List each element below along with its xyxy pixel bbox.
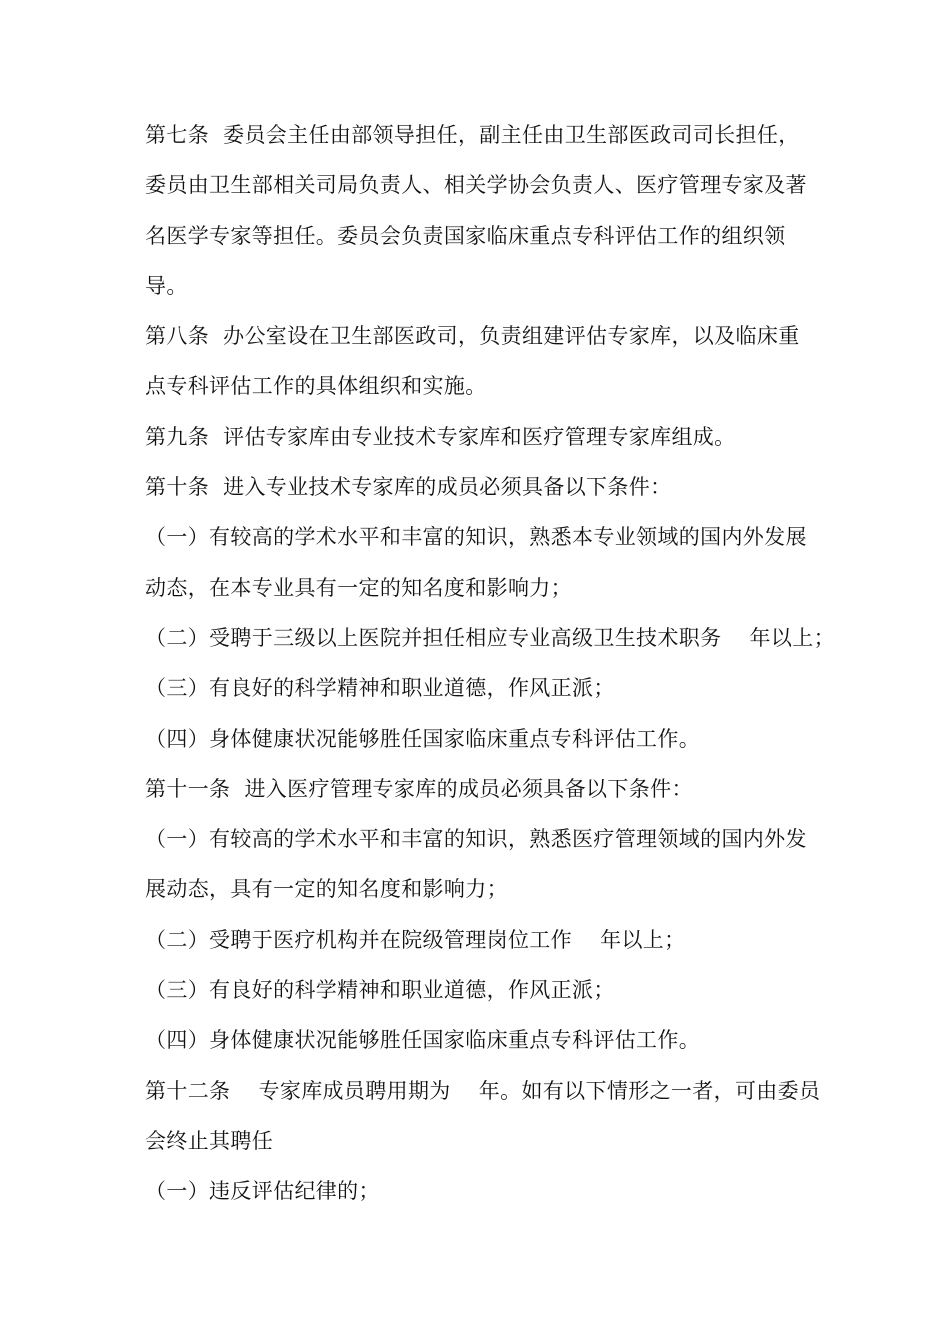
document-body [145, 118, 835, 1225]
text-line: 会终止其聘任 [145, 1128, 274, 1153]
text-line: （二）受聘于三级以上医院并担任相应专业高级卫生技术职务 年以上； [145, 625, 835, 650]
text-line: 委员由卫生部相关司局负责人、相关学协会负责人、医疗管理专家及著 [145, 173, 807, 198]
text-line: （一）有较高的学术水平和丰富的知识，熟悉本专业领域的国内外发展 [145, 525, 807, 550]
text-line: （三）有良好的科学精神和职业道德，作风正派； [145, 676, 615, 701]
text-line: 第九条 评估专家库由专业技术专家库和医疗管理专家库组成。 [145, 424, 736, 449]
text-line: 点专科评估工作的具体组织和实施。 [145, 374, 487, 399]
text-line: 导。 [145, 273, 188, 298]
text-line: 第八条 办公室设在卫生部医政司，负责组建评估专家库，以及临床重 [145, 324, 800, 349]
text-line: 第十条 进入专业技术专家库的成员必须具备以下条件： [145, 475, 672, 500]
text-line: （二）受聘于医疗机构并在院级管理岗位工作 年以上； [145, 927, 686, 952]
text-line: （四）身体健康状况能够胜任国家临床重点专科评估工作。 [145, 1028, 701, 1053]
text-line: 第十二条 专家库成员聘用期为 年。如有以下情形之一者，可由委员 [145, 1078, 821, 1103]
text-line: （三）有良好的科学精神和职业道德，作风正派； [145, 978, 615, 1003]
text-line: 展动态，具有一定的知名度和影响力； [145, 877, 508, 902]
text-line: 动态，在本专业具有一定的知名度和影响力； [145, 575, 572, 600]
text-line: 第十一条 进入医疗管理专家库的成员必须具备以下条件： [145, 776, 693, 801]
text-line: （一）有较高的学术水平和丰富的知识，熟悉医疗管理领域的国内外发 [145, 827, 807, 852]
text-line: 名医学专家等担任。委员会负责国家临床重点专科评估工作的组织领 [145, 223, 786, 248]
text-line: （四）身体健康状况能够胜任国家临床重点专科评估工作。 [145, 726, 701, 751]
text-line: （一）违反评估纪律的； [145, 1179, 380, 1204]
text-line: 第七条 委员会主任由部领导担任，副主任由卫生部医政司司长担任， [145, 123, 800, 147]
